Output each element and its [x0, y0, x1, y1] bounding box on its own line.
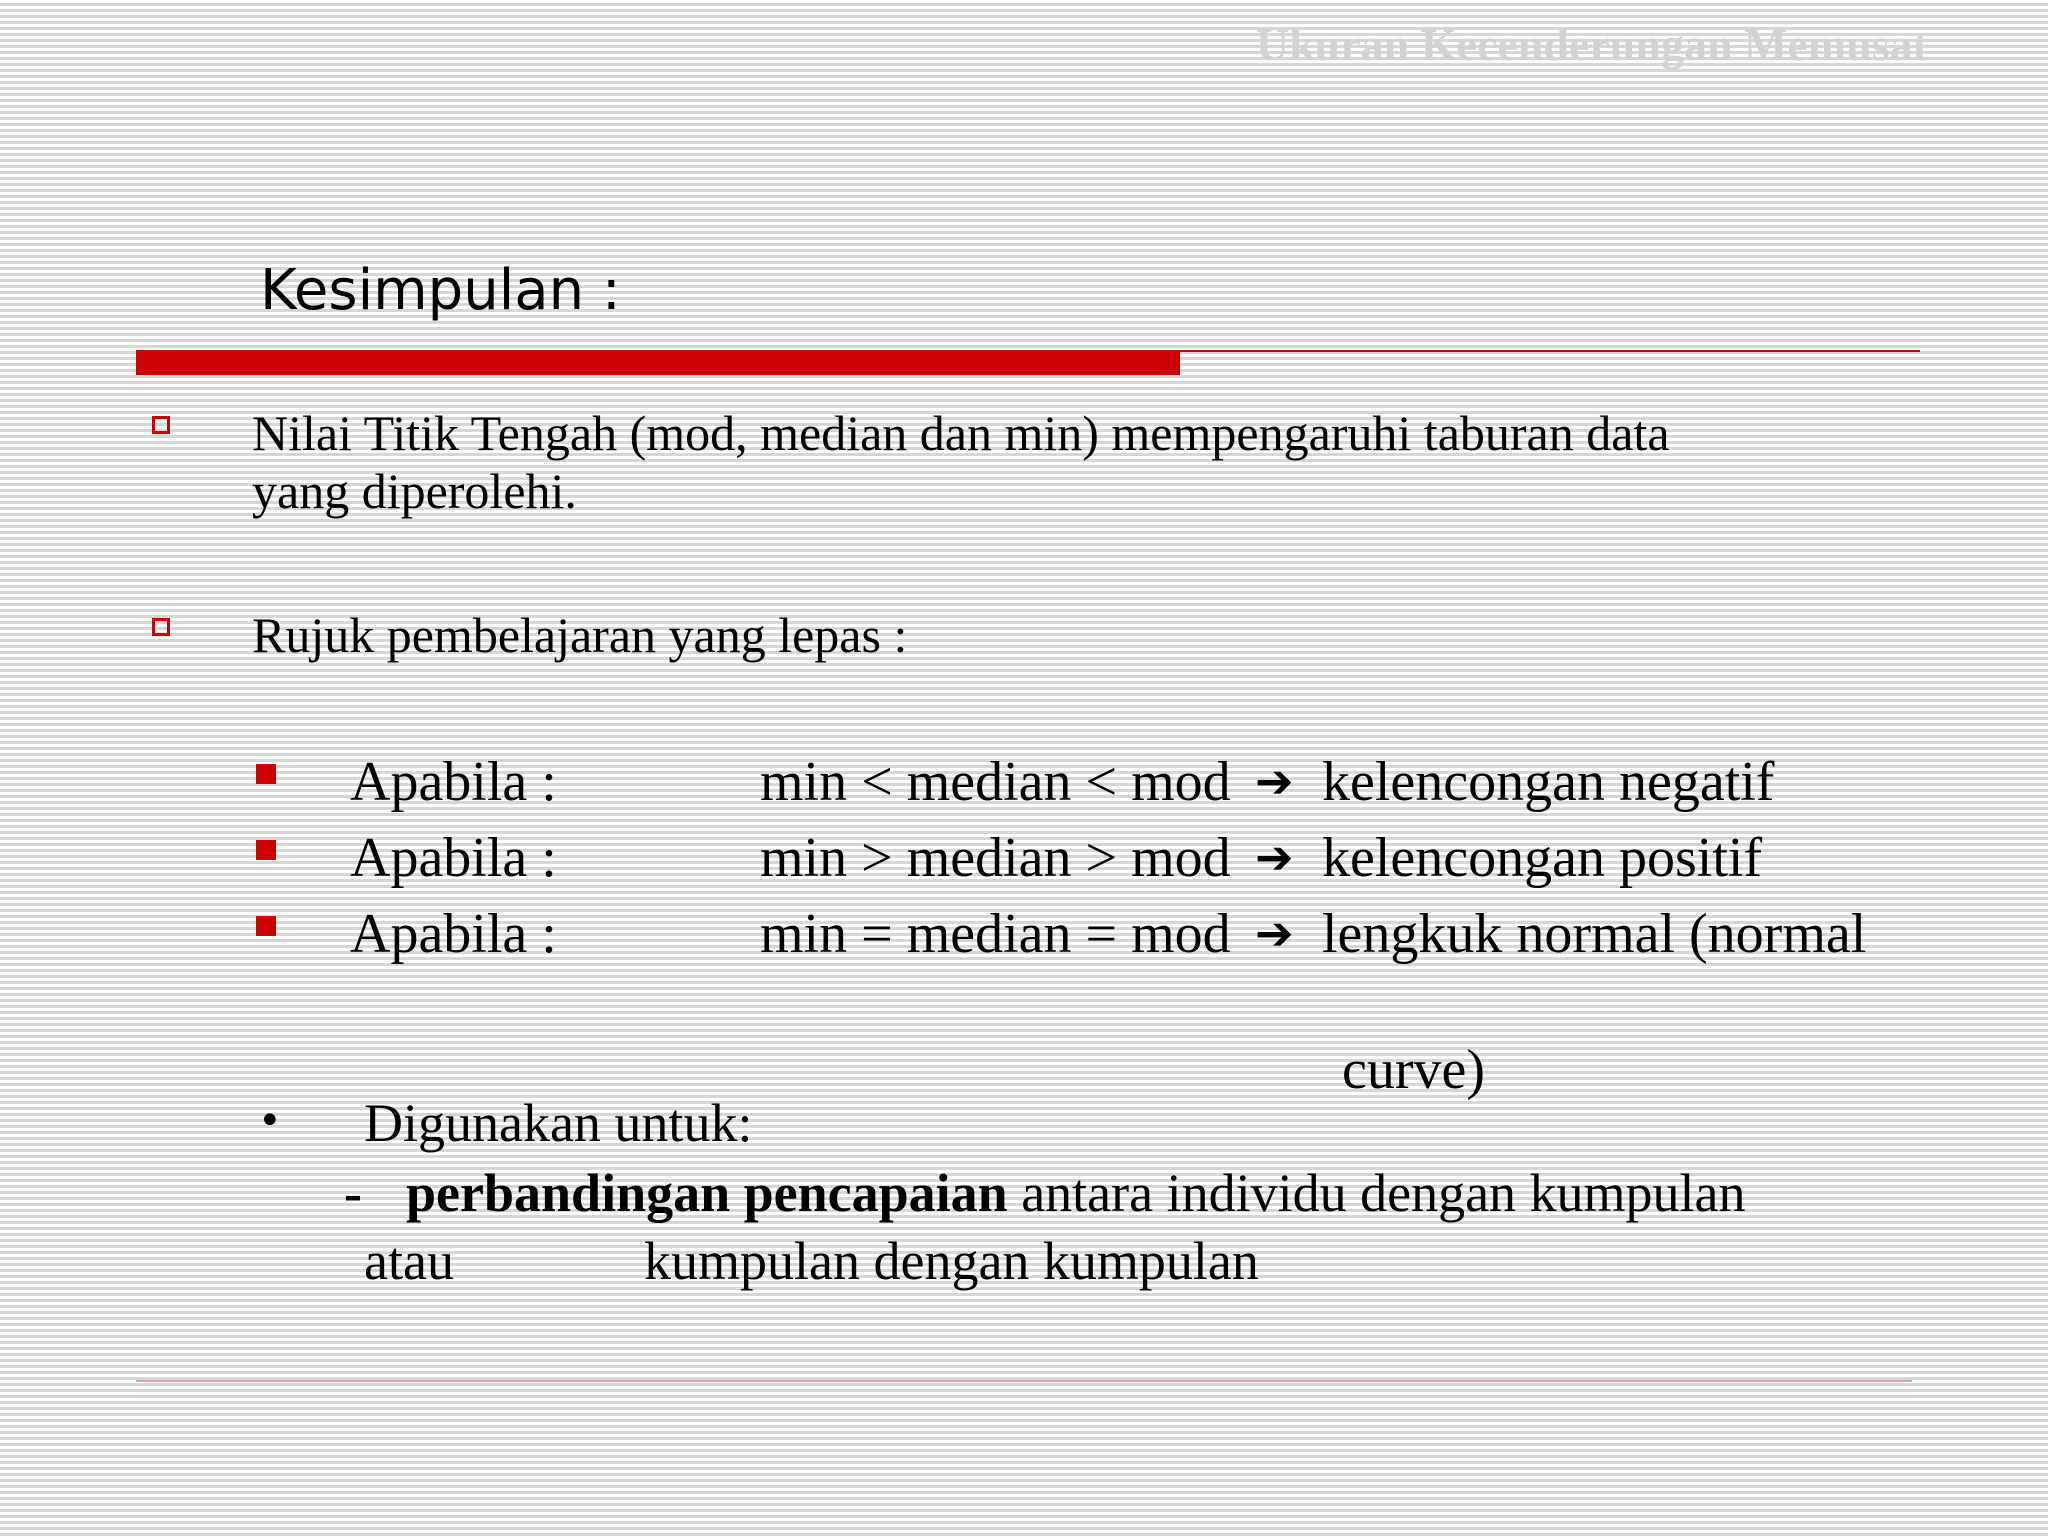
title-underline-line [1180, 350, 1920, 352]
usage-line2-b: kumpulan dengan kumpulan [644, 1231, 1259, 1291]
solid-square-bullet-icon [256, 764, 276, 784]
condition-relation: min < median < mod [760, 751, 1231, 813]
solid-square-bullet-icon [256, 916, 276, 936]
hollow-square-bullet-icon [152, 618, 170, 636]
condition-result: lengkuk normal (normal [1322, 903, 1867, 965]
hollow-square-bullet-icon [152, 416, 170, 434]
condition-label: Apabila : [350, 751, 557, 813]
footer-divider [136, 1380, 1912, 1382]
right-arrow-icon: ➔ [1255, 906, 1294, 960]
header-title: Ukuran Kecenderungan Memusat [1255, 19, 1928, 70]
dot-bullet-icon: • [258, 1098, 282, 1144]
bullet-text-line: Rujuk pembelajaran yang lepas : [252, 607, 908, 663]
right-arrow-icon: ➔ [1255, 754, 1294, 808]
condition-relation: min = median = mod [760, 903, 1231, 965]
usage-bold-text: perbandingan pencapaian [406, 1163, 1008, 1223]
usage-line2-a: atau [364, 1231, 454, 1291]
condition-label: Apabila : [350, 903, 557, 965]
usage-rest-text: antara individu dengan kumpulan [1021, 1163, 1746, 1223]
condition-result: kelencongan positif [1322, 827, 1763, 889]
usage-dash: - [344, 1163, 362, 1223]
title-underline-bar [136, 350, 1180, 375]
solid-square-bullet-icon [256, 840, 276, 860]
right-arrow-icon: ➔ [1255, 830, 1294, 884]
usage-heading: Digunakan untuk: [364, 1093, 753, 1153]
slide-title: Kesimpulan : [260, 258, 621, 323]
condition-result: kelencongan negatif [1322, 751, 1775, 813]
bullet-text-line: yang diperolehi. [252, 463, 577, 519]
bullet-text-line: Nilai Titik Tengah (mod, median dan min) mempengaruhi taburan data [252, 405, 1670, 461]
condition-relation: min > median > mod [760, 827, 1231, 889]
condition-result-continuation: curve) [1342, 1039, 1486, 1101]
condition-label: Apabila : [350, 827, 557, 889]
usage-line [406, 1162, 1746, 1224]
